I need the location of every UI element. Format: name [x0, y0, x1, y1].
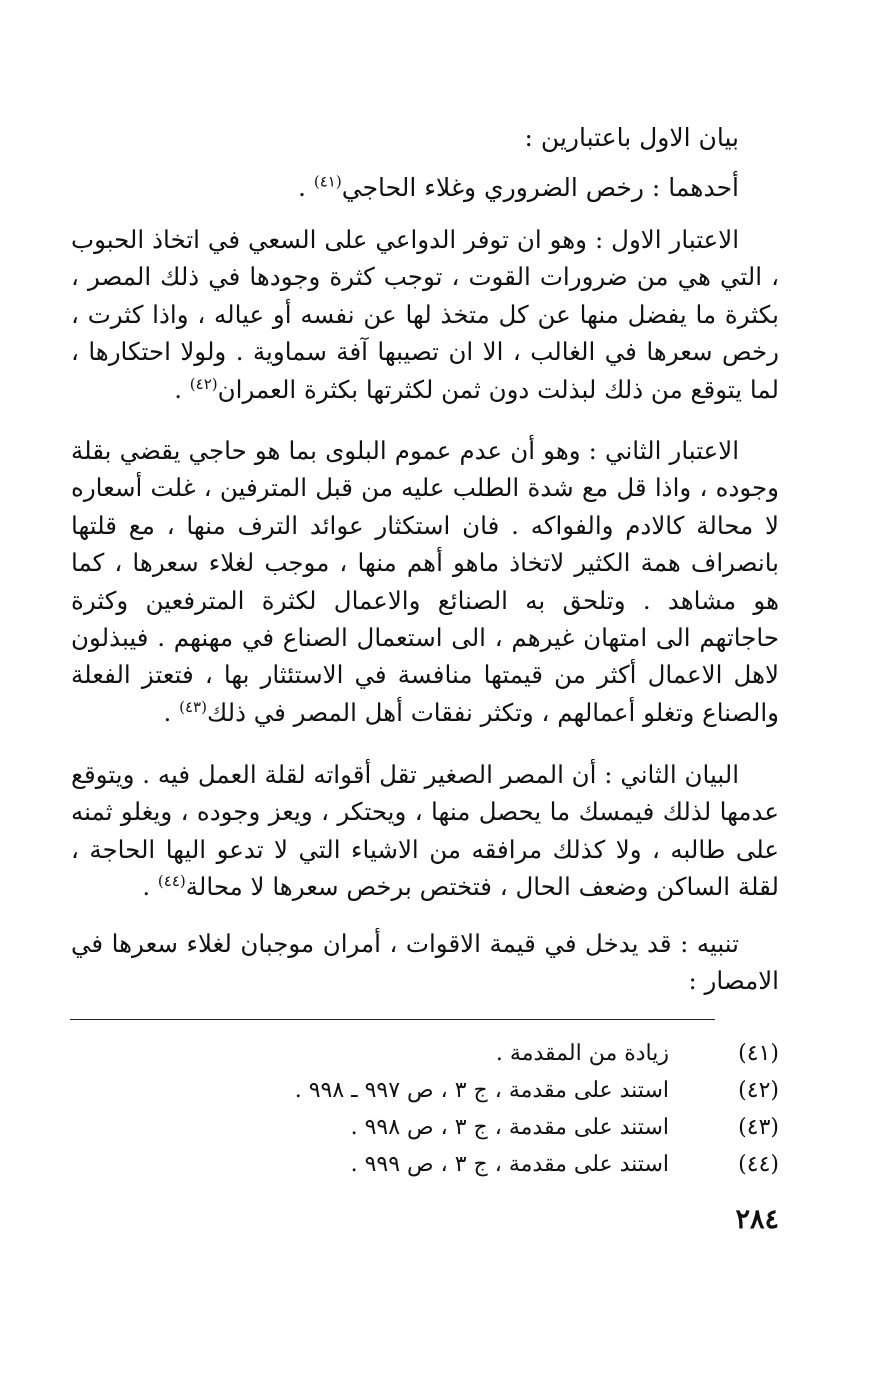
- paragraph-notice: [71, 925, 779, 1000]
- first-consideration-line: [119, 168, 739, 208]
- paragraph-second-consideration: [71, 432, 779, 731]
- page-number: ٢٨٤: [735, 1204, 779, 1235]
- intro-line-text: أحدهما : رخص الضروري وغلاء الحاجي: [341, 173, 739, 202]
- footnote-item: [79, 1072, 779, 1109]
- paragraph-first-consideration: [71, 221, 779, 408]
- paragraph-lead: البيان الثاني : أن المصر الصغير تقل أقواته لقلة العمل فيه . ويتوقع: [71, 760, 739, 789]
- paragraph-body: عدمها لذلك فيمسك ما يحصل منها ، ويحتكر ، ويعز وجوده ، ويغلو ثمنه على طالبه ، ولا كذلك مرافقه من الاشياء التي لا تدعو اليها الحاجة ، لقلة الساكن وضعف الحال ، فتختص برخص سعرها لا محالة: [71, 797, 779, 902]
- footnote-ref-42: (٤٢): [189, 374, 218, 393]
- paragraph-body: وجوده ، واذا قل مع شدة الطلب عليه من قبل المترفين ، غلت أسعاره لا محالة كالادم والفواكه . فان استكثار عوائد الترف منها ، مع قلتها بانصراف همة الكثير لاتخاذ ماهو أهم منها ، موجب لغلاء سعرها ، كما هو مشاهد . وتلحق به الصنائع والاعمال لكثرة المترفعين وكثرة حاجاتهم الى امتهان غيرهم ، الى استعمال الصناع في مهنهم . فيبذلون لاهل الاعمال أكثر من قيمتها منافسة في الاستئثار بها ، فتعتز الفعلة والصناع وتغلو أعمالهم ، وتكثر نفقات أهل المصر في ذلك: [71, 473, 779, 727]
- paragraph-second-statement: [71, 756, 779, 906]
- footnote-text: زيادة من المقدمة .: [495, 1041, 669, 1066]
- footnote-item: [79, 1146, 779, 1183]
- footnote-text: استند على مقدمة ، ج ٣ ، ص ٩٩٧ ـ ٩٩٨ .: [294, 1078, 669, 1103]
- footnote-text: استند على مقدمة ، ج ٣ ، ص ٩٩٩ .: [350, 1152, 669, 1177]
- footnote-ref-43: (٤٣): [179, 697, 207, 716]
- footnote-divider: [70, 1019, 715, 1020]
- paragraph-period: .: [163, 697, 180, 727]
- footnote-number: (٤٤): [738, 1152, 779, 1177]
- footnote-number: (٤١): [738, 1041, 779, 1066]
- footnote-ref-44: (٤٤): [157, 872, 186, 891]
- paragraph-period: .: [174, 374, 190, 404]
- intro-line-period: .: [297, 173, 314, 202]
- footnote-number: (٤٣): [738, 1115, 779, 1140]
- paragraph-body: الامصار :: [688, 966, 779, 996]
- paragraph-lead: تنبيه : قد يدخل في قيمة الاقوات ، أمران موجبان لغلاء سعرها في: [71, 929, 739, 958]
- footnote-text: استند على مقدمة ، ج ٣ ، ص ٩٩٨ .: [350, 1115, 669, 1140]
- paragraph-period: .: [142, 872, 158, 902]
- section-heading: بيان الاول باعتبارين :: [524, 123, 739, 152]
- footnote-item: [79, 1109, 779, 1146]
- footnote-number: (٤٢): [738, 1078, 779, 1103]
- paragraph-lead: الاعتبار الاول : وهو ان توفر الدواعي على السعي في اتخاذ الحبوب ،: [71, 225, 779, 292]
- footnote-item: [79, 1035, 779, 1072]
- footnote-ref-41: (٤١): [313, 172, 342, 191]
- footnotes-list: [79, 1035, 779, 1183]
- paragraph-lead: الاعتبار الثاني : وهو أن عدم عموم البلوى بما هو حاجي يقضي بقلة: [71, 436, 739, 465]
- paragraph-body: التي هي من ضرورات القوت ، توجب كثرة وجودها في ذلك المصر ، بكثرة ما يفضل منها عن كل متخذ لها عن نفسه أو عياله ، واذا كثرت ، رخص سعرها في الغالب ، الا ان تصيبها آفة سماوية . ولولا احتكارها ، لما يتوقع من ذلك لبذلت دون ثمن لكثرتها بكثرة العمران: [71, 262, 779, 404]
